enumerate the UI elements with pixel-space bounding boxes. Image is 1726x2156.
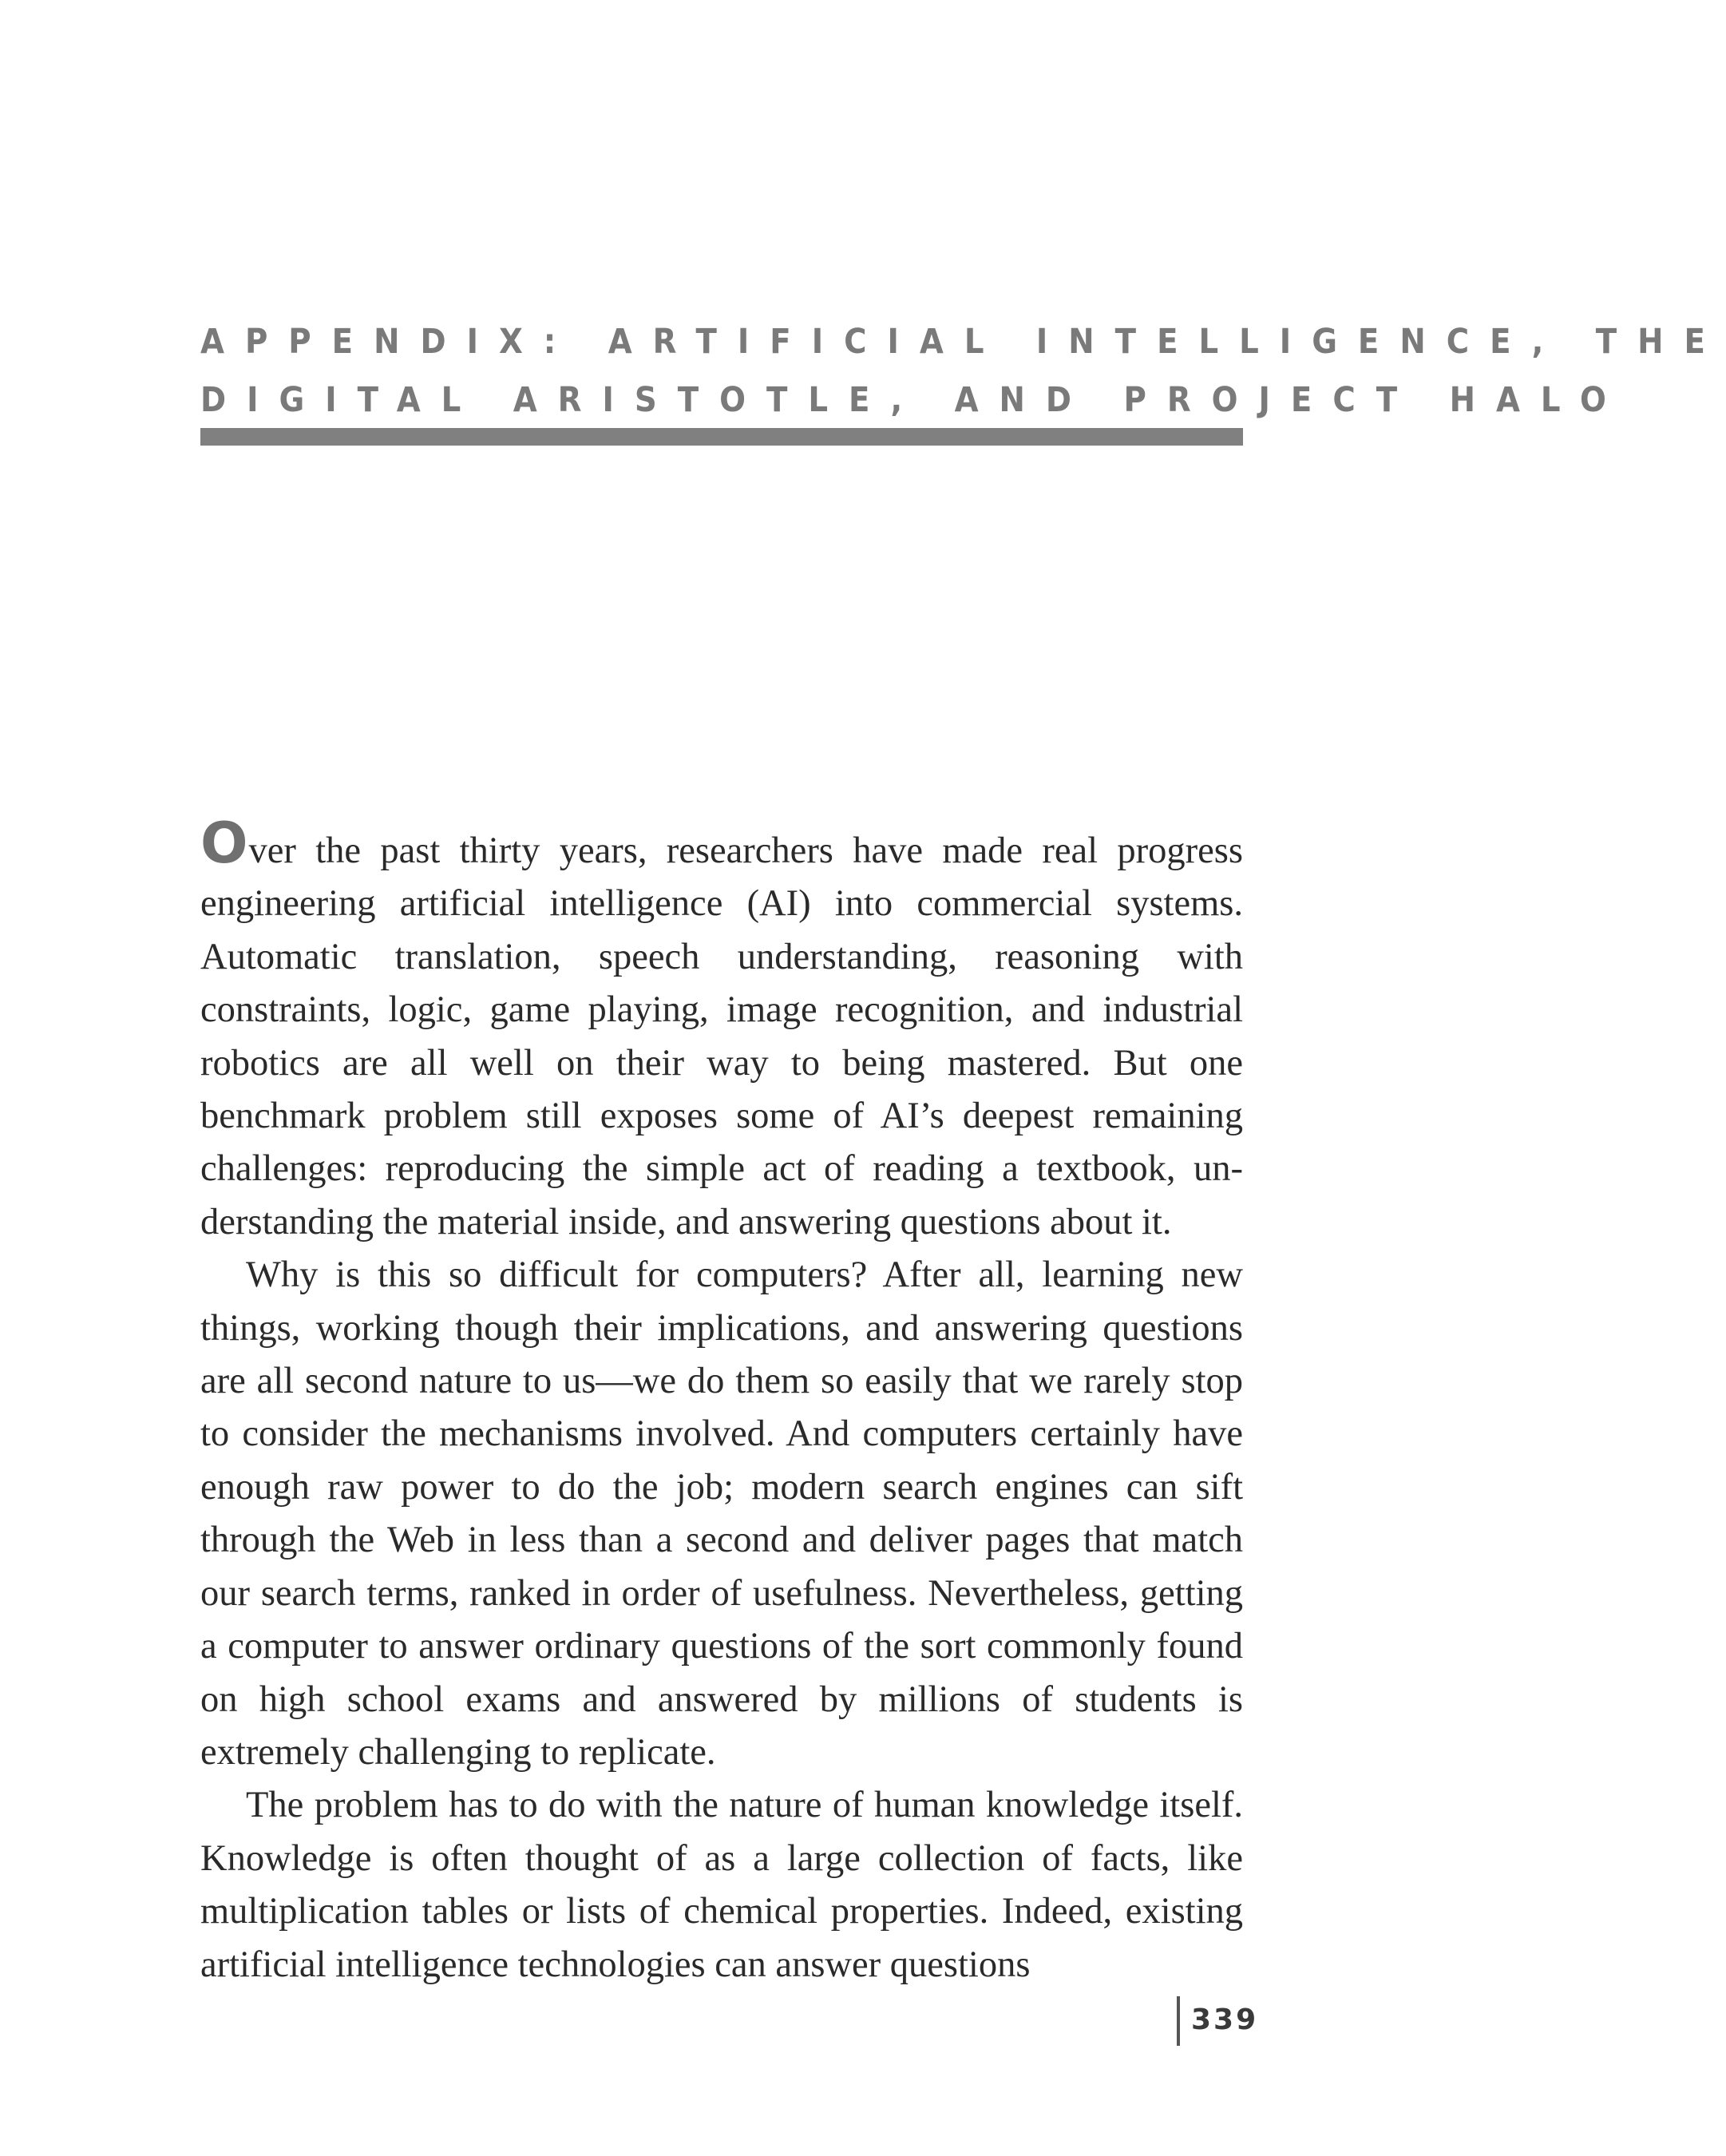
chapter-title-line-1: APPENDIX: ARTIFICIAL INTELLIGENCE, THE	[200, 322, 1726, 362]
body-text	[200, 810, 1243, 1992]
paragraph-2: Why is this so difficult for computers? After all, learning new things, working though their implications, and answering questions are all second nature to us—we do them so easily that we rarely stop to consider the mechanisms involved. And computers certainly have enough raw power to do the job; modern search engines can sift through the Web in less than a second and deliver pages that match our search terms, ranked in order of usefulness. Nevertheless, getting a computer to answer ordinary questions of the sort commonly found on high school exams and answered by millions of students is extremely challenging to replicate.	[200, 1254, 1243, 1773]
drop-cap: O	[200, 810, 249, 876]
chapter-title-line-2: DIGITAL ARISTOTLE, AND PROJECT HALO	[200, 380, 1627, 420]
paragraph-1-text: ver the past thirty years, researchers have made real progress engineering artificial intelligence (AI) into commercial systems. Automatic translation, speech understanding, reasoning with constraints, logic, game playing, image recognition, and industrial robotics are all well on their way to being mastered. But one benchmark problem still exposes some of AI’s deepest remaining challenges: reproducing the simple act of reading a textbook, understanding the material inside, and answering questions about it.	[200, 830, 1243, 1242]
chapter-title	[200, 313, 1726, 430]
paragraph-3: The problem has to do with the nature of human knowledge itself. Knowledge is often thought of as a large collection of facts, like multiplication tables or lists of chemical properties. Indeed, existing artificial intelligence technologies can answer questions	[200, 1785, 1243, 1985]
page-number: 339	[1177, 1996, 1258, 2046]
paragraph-1	[200, 810, 1243, 1249]
title-rule	[200, 428, 1243, 446]
